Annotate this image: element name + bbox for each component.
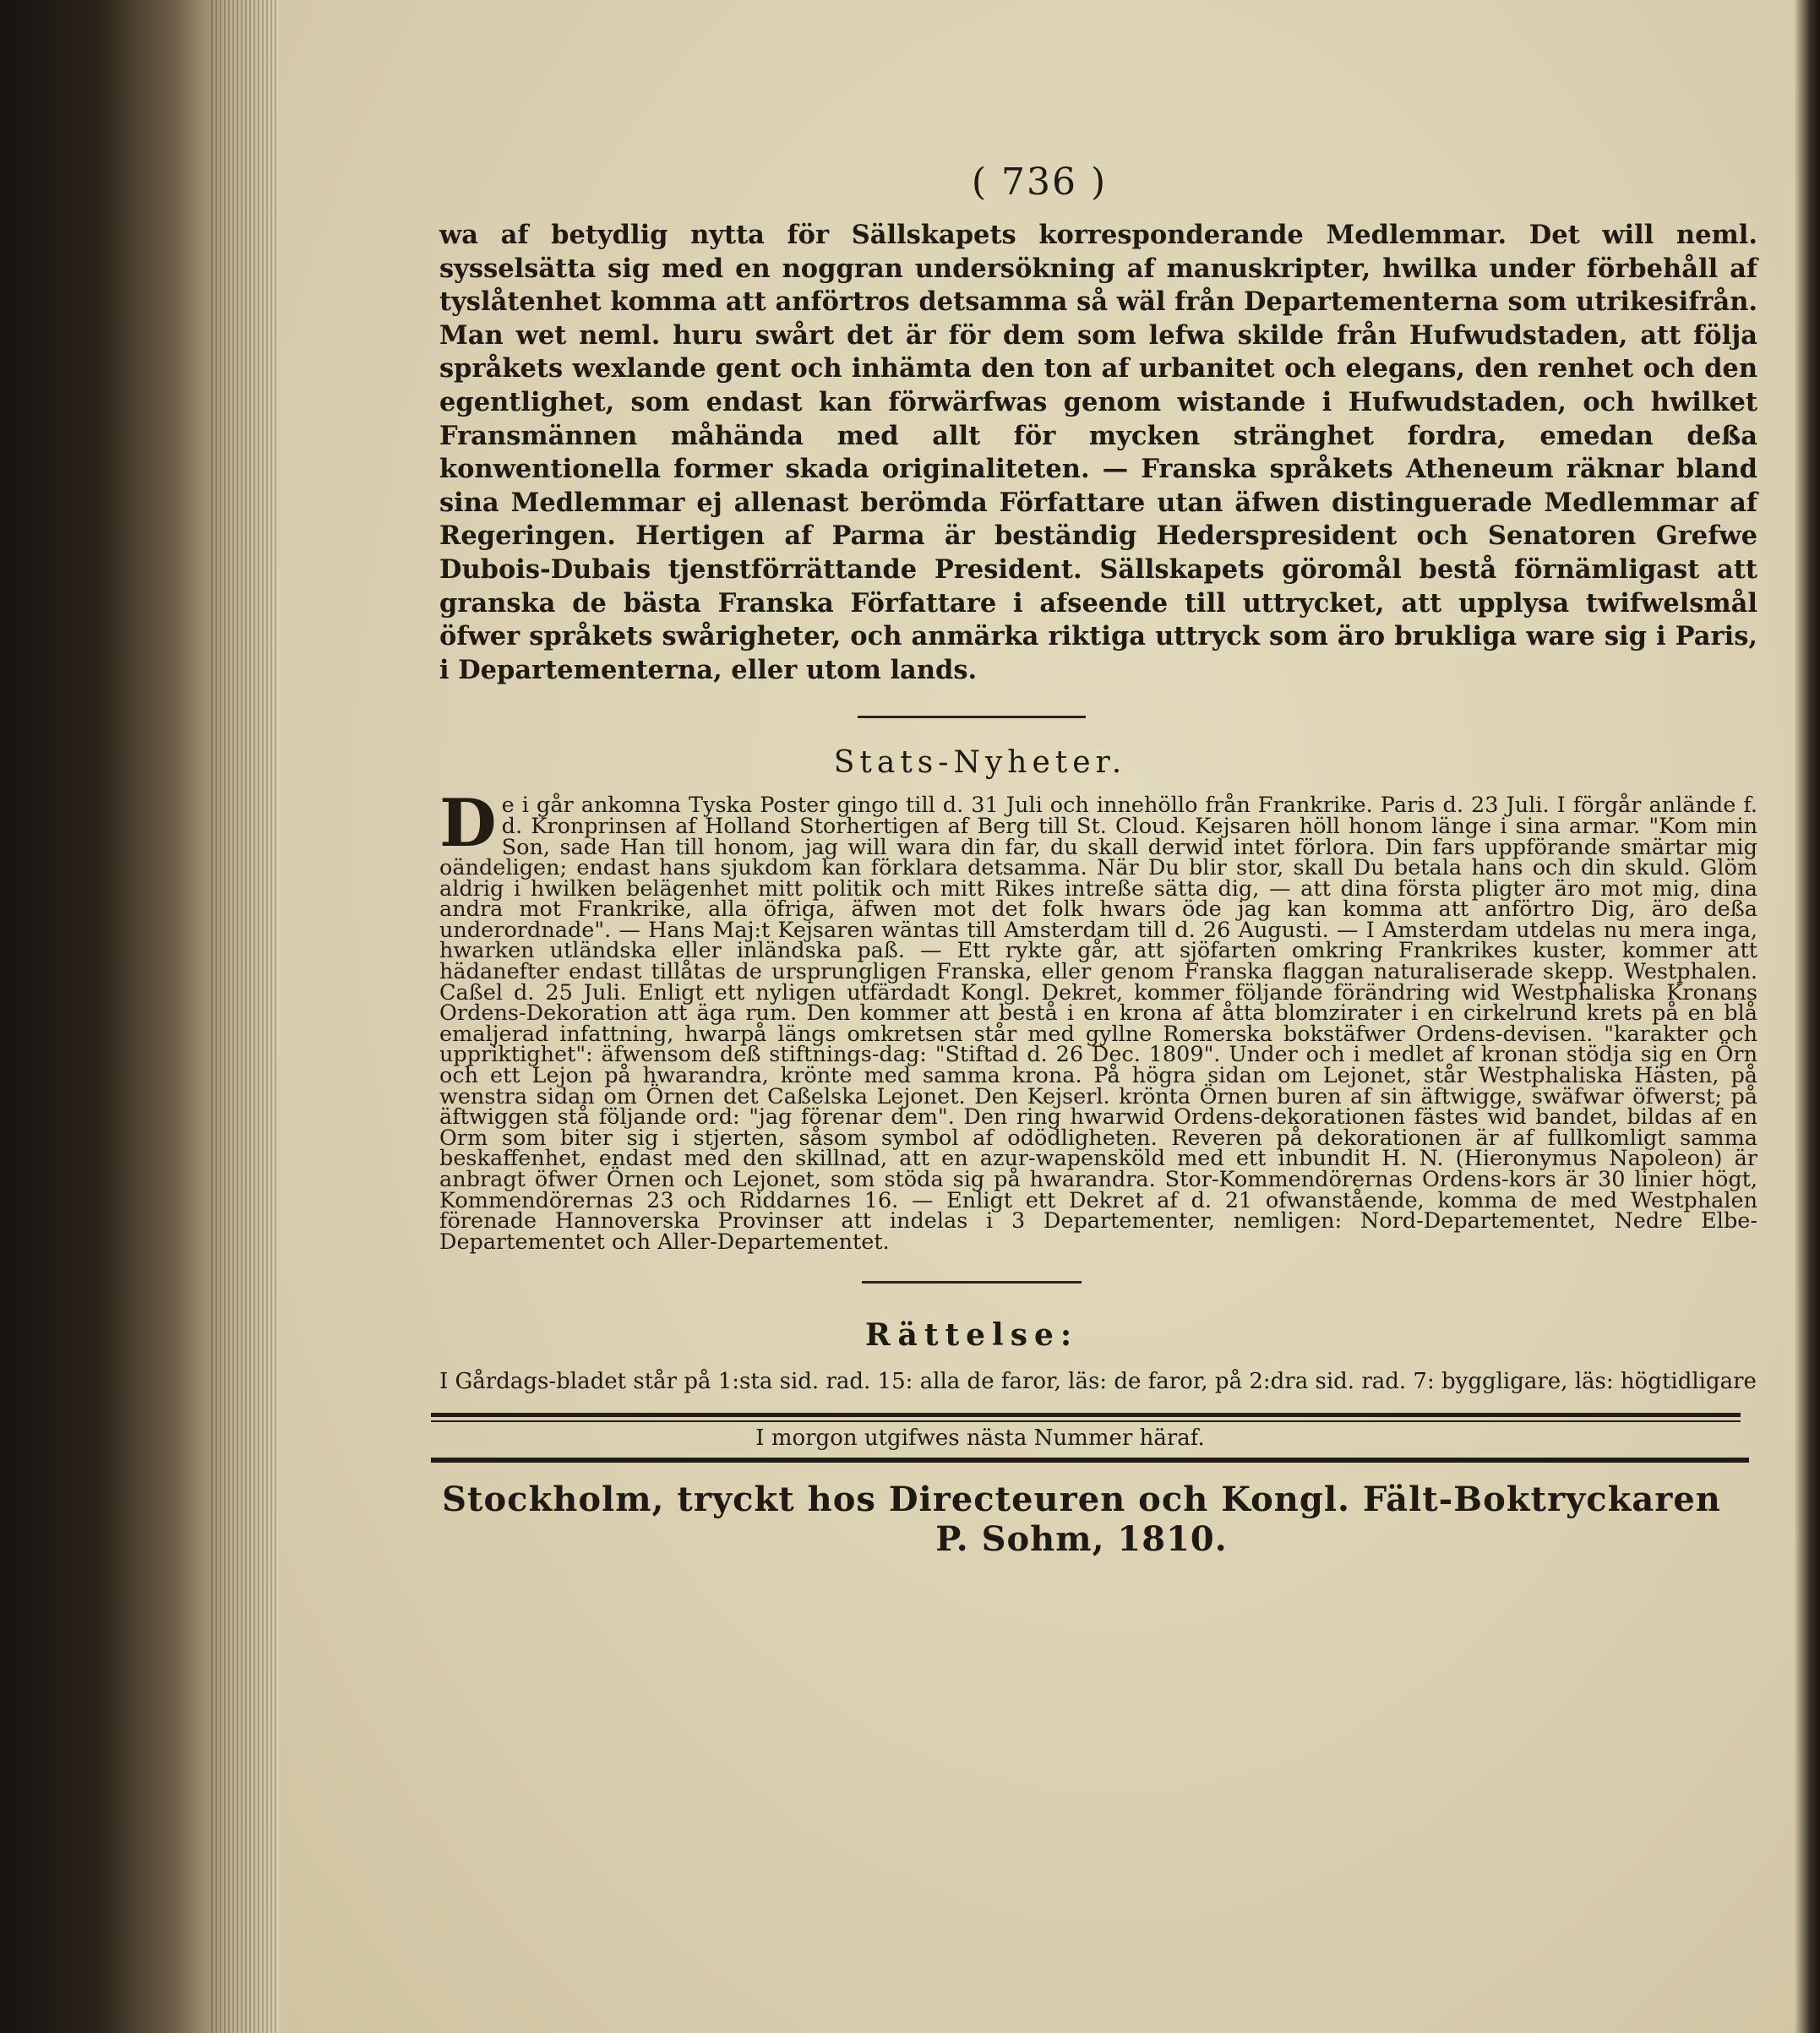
correction-text: I Gårdags-bladet står på 1:sta sid. rad. 15: alla de faror, läs: de faror, på 2:dra sid. rad. 7: byggligare, läs: högtidligare [439, 1369, 1757, 1395]
next-issue-notice: I morgon utgifwes nästa Nummer häraf. [755, 1425, 1205, 1452]
page-content [439, 161, 1757, 1559]
page-stack-edges [211, 0, 287, 2033]
article-paragraph: wa af betydlig nytta för Sällskapets korresponderande Medlemmar. Det will neml. sysselsätta sig med en noggran undersökning af manuskripter, hwilka under förbehåll af tyslåtenhet komma att anförtros detsamma så wäl från Departementerna som utrikesifrån. Man wet neml. huru swårt det är för dem som lefwa skilde från Hufwudstaden, att följa språkets wexlande gent och inhämta den ton af urbanitet och elegans, den renhet och den egentlighet, som endast kan förwärfwas genom wistande i Hufwudstaden, och hwilket Fransmännen måhända med allt för mycken stränghet fordra, emedan deßa konwentionella former skada originaliteten. — Franska språkets Atheneum räknar bland sina Medlemmar ej allenast berömda Författare utan äfwen distinguerade Medlemmar af Regeringen. Hertigen af Parma är beständig Hederspresident och Senatoren Grefwe Dubois-Dubais tjenstförrättande President. Sällskapets göromål bestå förnämligast att granska de bästa Franska Författare i afseende till uttrycket, att upplysa twifwelsmål öfwer språkets swårigheter, och anmärka riktiga uttryck som äro brukliga ware sig i Paris, i Departementerna, eller utom lands. [439, 220, 1757, 685]
section-divider [858, 716, 1086, 718]
page-number: ( 736 ) [971, 161, 1108, 204]
drop-cap: D [439, 785, 497, 863]
correction-heading: Rättelse: [864, 1317, 1079, 1354]
section-divider [862, 1281, 1082, 1284]
news-text: e i går ankomna Tyska Poster gingo till d. 31 Juli och innehöllo från Frankrike. Paris d. 23 Juli. I förgår anlände f. d. Kronprinsen af Holland Storhertigen af Berg till St. Cloud. Kejsaren höll honom länge i sina armar. "Kom min Son, sade Han till honom, jag will wara din far, du skall derwid intet förlora. Din fars uppförande smärtar mig oändeligen; endast hans sjukdom kan förklara detsamma. När Du blir stor, skall Du betala hans och din skuld. Glöm aldrig i hwilken belägenhet mitt politik och mitt Rikes intreße sätta dig, — att dina första pligter äro mot mig, dina andra mot Frankrike, alla öfriga, äfwen mot det folk hwars öde jag kan komma att anförtro Dig, äro deßa underordnade". — Hans Maj:t Kejsaren wäntas till Amsterdam till d. 26 Augusti. — I Amsterdam utdelas nu mera inga, hwarken utländska eller inländska paß. — Ett rykte går, att sjöfarten omkring Frankrikes kuster, kommer att hädanefter endast tillåtas de ursprungligen Franska, eller genom Franska flaggan naturaliserade skepp. Westphalen. Caßel d. 25 Juli. Enligt ett nyligen utfärdadt Kongl. Dekret, kommer följande förändring wid Westphaliska Kronans Ordens-Dekoration att äga rum. Den kommer att bestå i en krona af åtta blomzirater i en cirkelrund krets på en blå emaljerad infattning, hwarpå längs omkretsen står med gyllne Romerska bokstäfwer Ordens-devisen. "karakter och uppriktighet": äfwensom deß stiftnings-dag: "Stiftad d. 26 Dec. 1809". Under och i medlet af kronan stödja sig en Örn och ett Lejon på hwarandra, krönte med samma krona. På högra sidan om Lejonet, står Westphaliska Hästen, på wenstra sidan om Örnen det Caßelska Lejonet. Den Kejserl. krönta Örnen buren af sin äftwigge, swäfwar öfwerst; på äftwiggen stå följande ord: "jag förenar dem". Den ring hwarwid Ordens-dekorationen fästes wid bandet, bildas af en Orm som biter sig i stjerten, såsom symbol af odödligheten. Reveren på dekorationen är af fullkomligt samma beskaffenhet, endast med den skillnad, att en azur-wapensköld med ett inbundit H. N. (Hieronymus Napoleon) är anbragt öfwer Örnen och Lejonet, som stöda sig på hwarandra. Stor-Kommendörernas Ordens-kors är 30 linier högt, Kommendörernas 23 och Riddarnes 16. — Enligt ett Dekret af d. 21 ofwanstående, komma de med Westphalen förenade Hannoverska Provinser att indelas i 3 Departementer, nemligen: Nord-Departementet, Nedre Elbe-Departementet och Aller-Departementet. [439, 793, 1757, 1255]
book-page [279, 0, 1795, 2033]
news-heading: Stats-Nyheter. [833, 745, 1127, 781]
page-right-edge [1795, 0, 1820, 2033]
thick-rule [431, 1458, 1749, 1463]
double-rule [431, 1413, 1741, 1422]
news-paragraph [439, 785, 1757, 1255]
imprint-line: Stockholm, tryckt hos Directeuren och Kongl. Fält-Boktryckaren P. Sohm, 1810. [442, 1480, 1721, 1560]
